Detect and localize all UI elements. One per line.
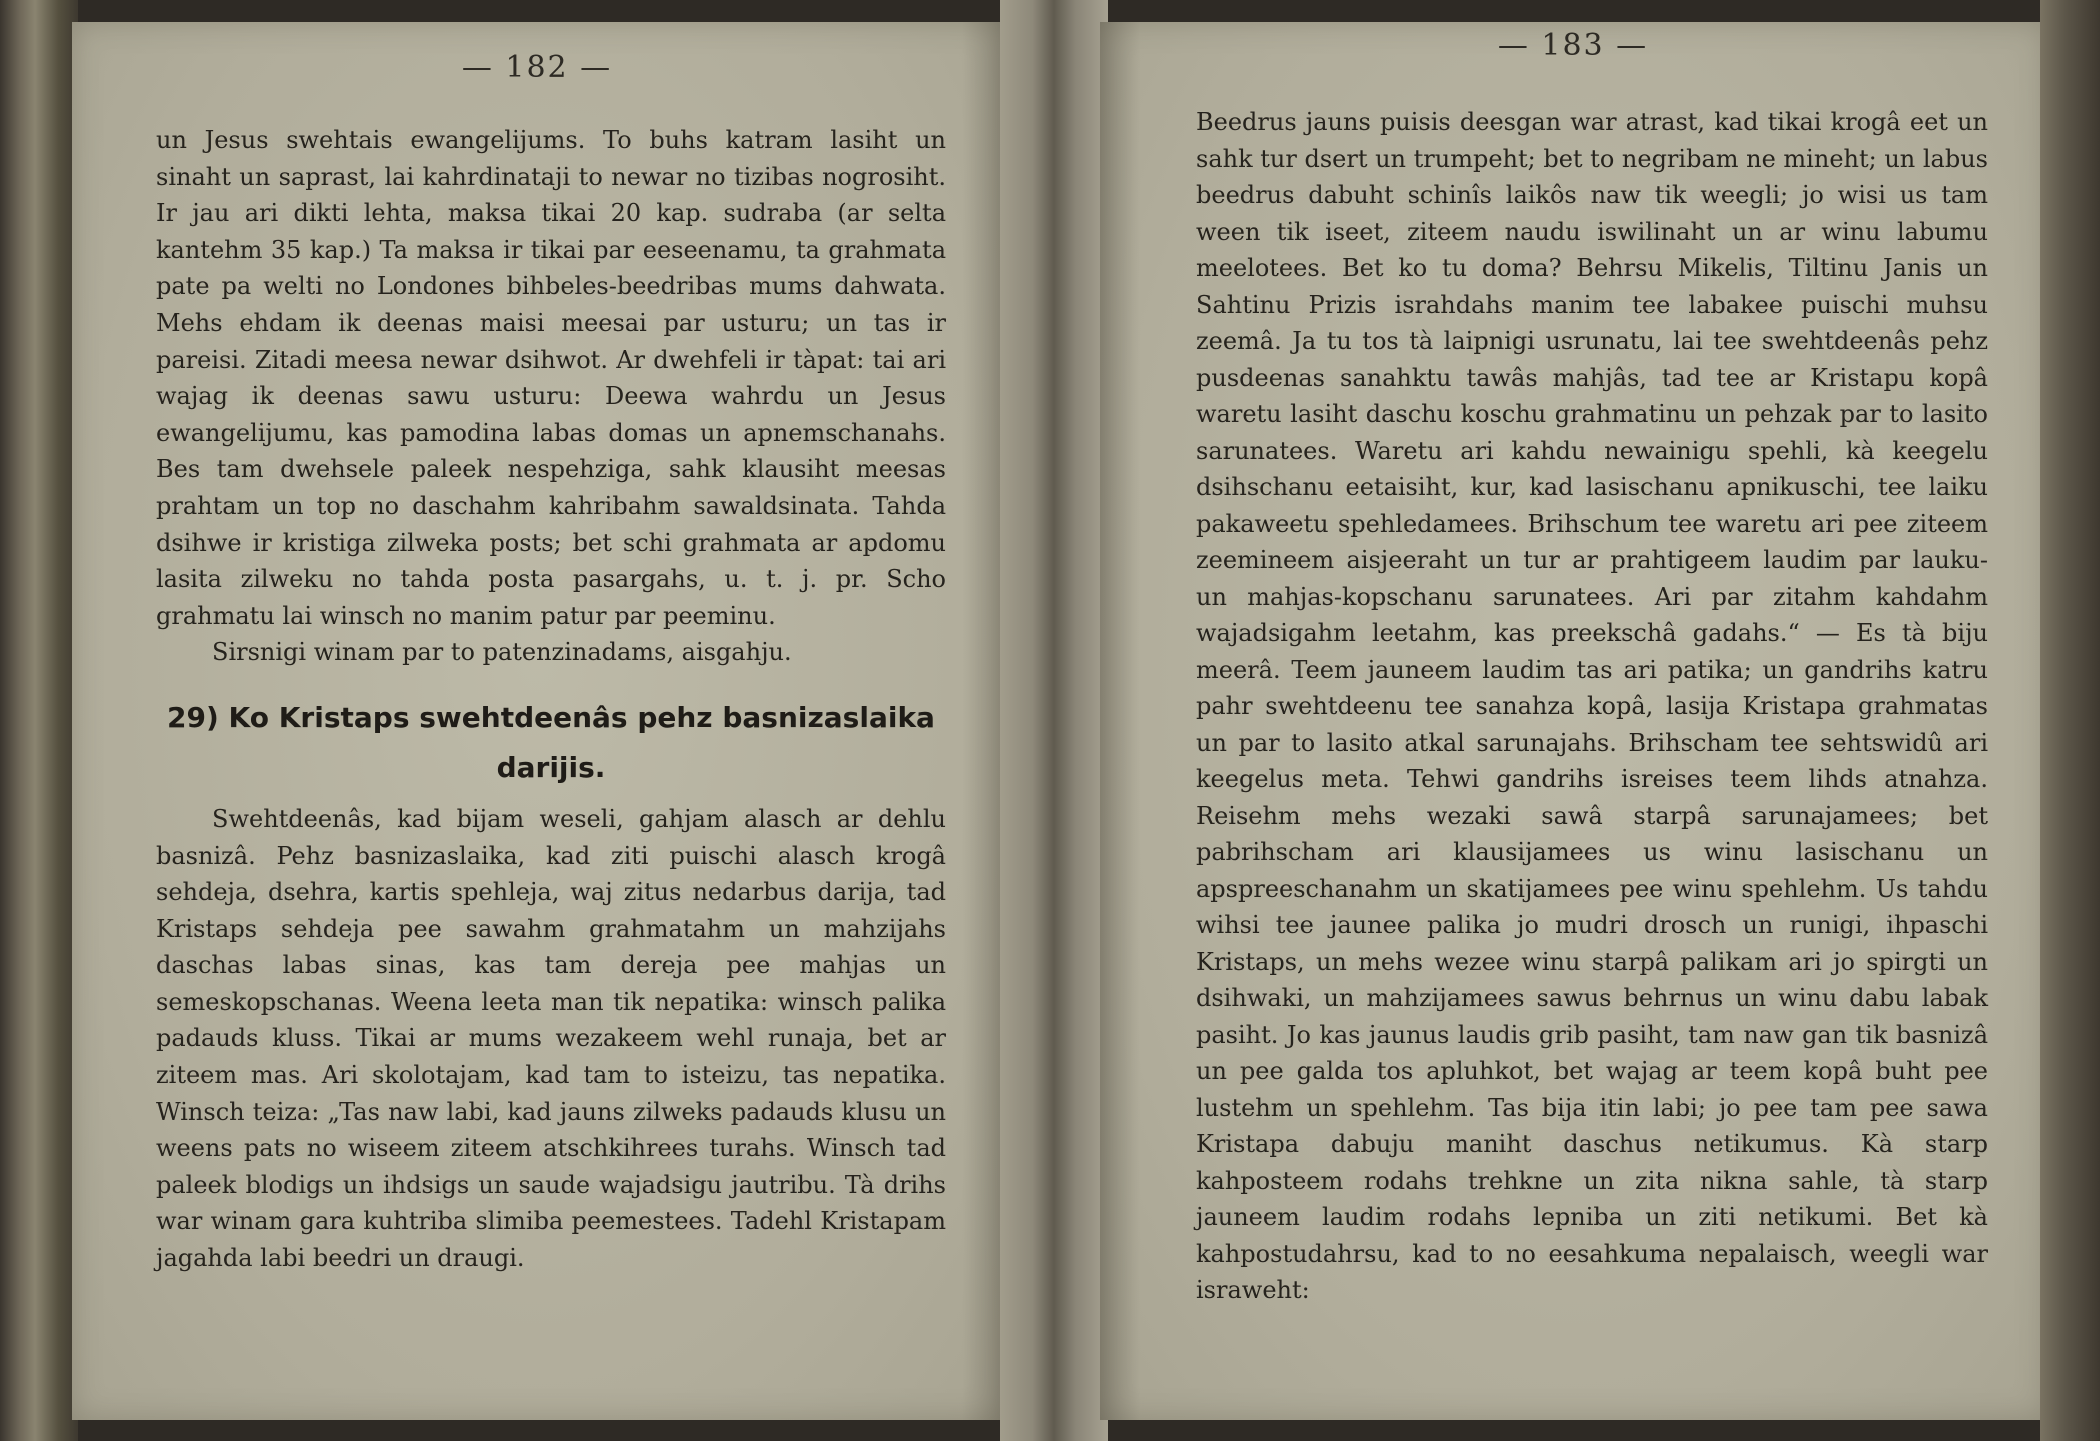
page-number-right: — 183 — (1497, 28, 1649, 63)
book-spine (1000, 0, 1108, 1441)
book-edge-right (2040, 0, 2100, 1441)
section-heading: 29) Ko Kristaps swehtdeenâs pehz basnizaslaika darijis. (167, 700, 935, 784)
left-page-text (156, 122, 946, 1277)
page-number-left: — 182 — (461, 50, 613, 85)
fold-shadow (1100, 22, 1140, 1420)
fold-shadow (962, 22, 1002, 1420)
right-page (1100, 22, 2046, 1420)
left-page (72, 22, 1002, 1420)
paragraph: un Jesus swehtais ewangelijums. To buhs katram lasiht un sinaht un saprast, lai kahrdinataji to newar no tizibas nogrosiht. Ir jau ari dikti lehta, maksa tikai 20 kap. sudraba (ar selta kantehm 35 kap.) Ta maksa ir tikai par eeseenamu, ta grahmata pate pa welti no Londones bihbeles-beedribas mums dahwata. Mehs ehdam ik deenas maisi meesai par usturu; un tas ir pareisi. Zitadi meesa newar dsihwot. Ar dwehfeli ir tàpat: tai ari wajag ik deenas sawu usturu: Deewa wahrdu un Jesus ewangelijumu, kas pamodina labas domas un apnemschanahs. Bes tam dwehsele paleek nespehziga, sahk klausiht meesas prahtam un top no daschahm kahribahm sawaldsinata. Tahda dsihwe ir kristiga zilweka posts; bet schi grahmata ar apdomu lasita zilweku no tahda posta pasargahs, u. t. j. pr. Scho grahmatu lai winsch no manim patur par peeminu. (156, 126, 946, 630)
paragraph: Beedrus jauns puisis deesgan war atrast, kad tikai krogâ eet un sahk tur dsert un trumpeht; bet to negribam ne mineht; un labus beedrus dabuht schinîs laikôs naw tik weegli; jo wisi us tam ween tik iseet, ziteem naudu iswilinaht un ar winu labumu meelotees. Bet ko tu doma? Behrsu Mikelis, Tiltinu Janis un Sahtinu Prizis israhdahs manim tee labakee puischi muhsu zeemâ. Ja tu tos tà laipnigi usrunatu, lai tee swehtdeenâs pehz pusdeenas sanahktu tawâs mahjâs, tad tee ar Kristapu kopâ waretu lasiht daschu koschu grahmatinu un pehzak par to lasito sarunatees. Waretu ari kahdu newainigu spehli, kà keegelu dsihschanu eetaisiht, kur, kad lasischanu apnikuschi, tee laiku pakaweetu spehledamees. Brihschum tee waretu ari pee ziteem zeemineem aisjeeraht un tur ar prahtigeem laudim par lauku- un mahjas-kopschanu sarunatees. Ari par zitahm kahdahm wajadsigahm leetahm, kas preekschâ gadahs.“ — Es tà biju meerâ. Teem jauneem laudim tas ari patika; un gandrihs katru pahr swehtdeenu tee sanahza kopâ, lasija Kristapa grahmatas un par to lasito atkal sarunajahs. Brihscham tee sehtswidû ari keegelus meta. Tehwi gandrihs isreises teem lihds atnahza. Reisehm mehs wezaki sawâ starpâ sarunajamees; bet pabrihscham ari klausijamees us winu lasischanu un apspreeschanahm un skatijamees pee winu spehlehm. Us tahdu wihsi tee jaunee palika jo mudri drosch un runigi, ihpaschi Kristaps, un mehs wezee winu starpâ palikam ari jo spirgti un dsihwaki, un mahzijamees sawus behrnus un winu dabu labak pasiht. Jo kas jaunus laudis grib pasiht, tam naw gan tik basnizâ un pee galda tos apluhkot, bet wajag ar teem kopâ buht pee lustehm un spehlehm. Tas bija itin labi; jo pee tam pee sawa Kristapa dabuju maniht daschus netikumus. Kà starp kahposteem rodahs trehkne un zita nikna sahle, tà starp jauneem laudim rodahs lepniba un ziti netikumi. Bet kà kahpostudahrsu, kad to no eesahkuma nepalaisch, weegli war israweht: (1196, 108, 1988, 1304)
book-edge-left (0, 0, 78, 1441)
paragraph: Swehtdeenâs, kad bijam weseli, gahjam alasch ar dehlu basnizâ. Pehz basnizaslaika, kad ziti puischi alasch krogâ sehdeja, dsehra, kartis spehleja, waj zitus nedarbus darija, tad Kristaps sehdeja pee sawahm grahmatahm un mahzijahs daschas labas sinas, kas tam dereja pee mahjas un semeskopschanas. Weena leeta man tik nepatika: winsch palika padauds kluss. Tikai ar mums wezakeem wehl runaja, bet ar ziteem mas. Ari skolotajam, kad tam to isteizu, tas nepatika. Winsch teiza: „Tas naw labi, kad jauns zilweks padauds klusu un weens pats no wiseem ziteem atschkihrees turahs. Winsch tad paleek blodigs un ihdsigs un saude wajadsigu jautribu. Tà drihs war winam gara kuhtriba slimiba peemestees. Tadehl Kristapam jagahda labi beedri un draugi. (156, 804, 946, 1273)
paragraph: Sirsnigi winam par to patenzinadams, aisgahju. (212, 638, 792, 667)
right-page-text (1196, 104, 1988, 1309)
